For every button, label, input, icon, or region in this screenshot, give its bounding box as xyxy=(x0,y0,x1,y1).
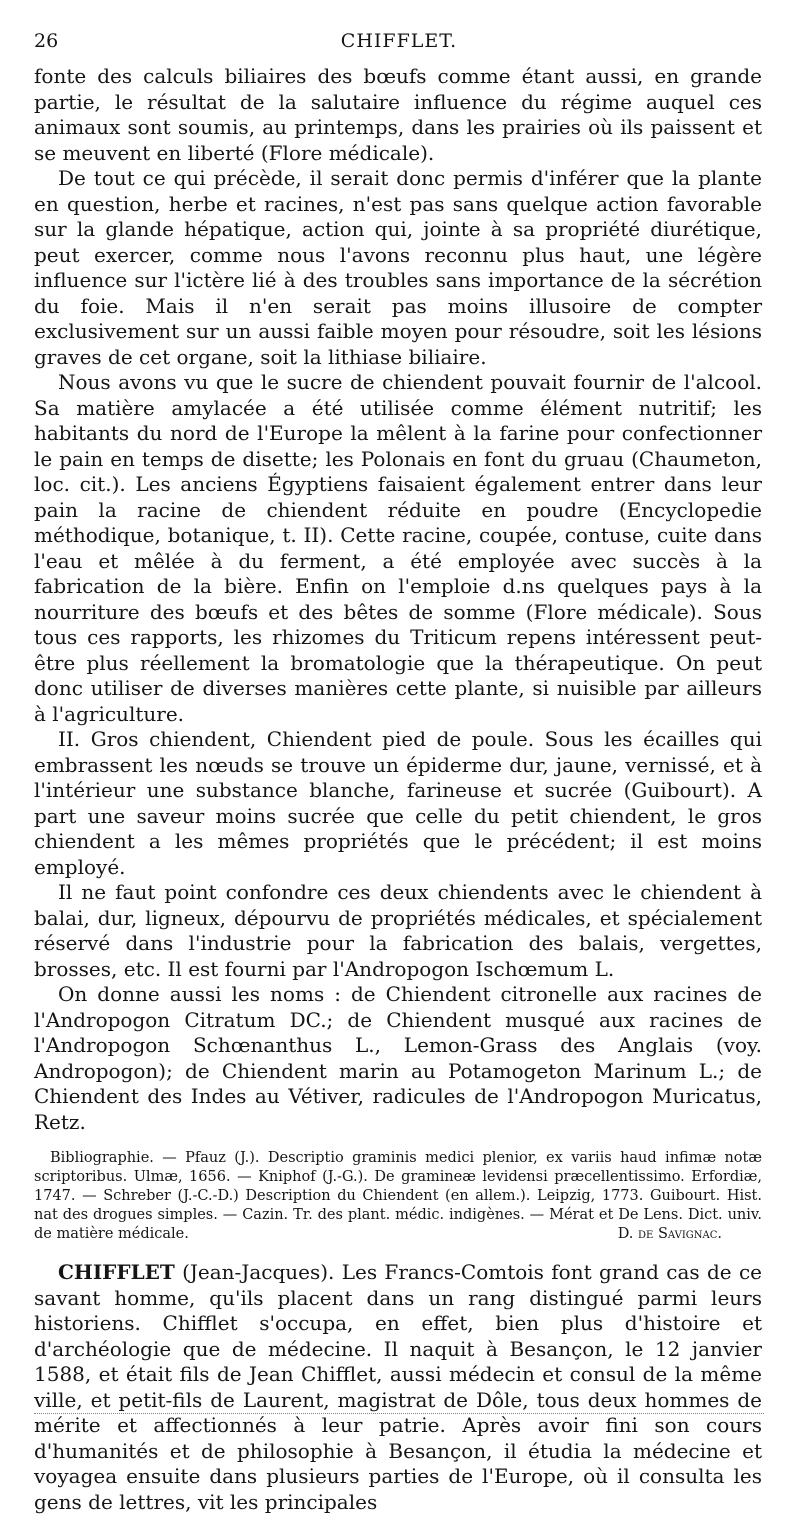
entry-headword: CHIFFLET xyxy=(58,1260,175,1284)
page-header xyxy=(34,30,764,60)
footer-rule xyxy=(34,1413,764,1414)
paragraph: fonte des calculs biliaires des bœufs comme étant aussi, en grande partie, le résultat de la salutaire influence du régime auquel ces animaux sont soumis, au printemps, dans les prairies où ils paissent et se meuvent en liberté (Flore médicale). xyxy=(34,64,762,165)
paragraph: De tout ce qui précède, il serait donc permis d'inférer que la plante en question, herbe et racines, n'est pas sans quelque action favorable sur la glande hépatique, action qui, jointe à sa propriété diurétique, peut exercer, comme nous l'avons reconnu plus haut, une légère influence sur l'ictère lié à des troubles sans importance de la sécrétion du foie. Mais il n'en serait pas moins illusoire de compter exclusivement sur un aussi faible moyen pour résoudre, soit les lésions graves de cet organe, soit la lithiase biliaire. xyxy=(34,166,762,369)
page-number: 26 xyxy=(34,30,59,52)
running-head: CHIFFLET. xyxy=(340,30,458,52)
dictionary-entry xyxy=(34,1260,762,1515)
paragraph: Il ne faut point confondre ces deux chiendents avec le chiendent à balai, dur, ligneux, dépourvu de propriétés médicales, et spécialement réservé dans l'industrie pour la fabrication des balais, vergettes, brosses, etc. Il est fourni par l'Andropogon Ischœmum L. xyxy=(34,880,762,981)
paragraph: II. Gros chiendent, Chiendent pied de poule. Sous les écailles qui embrassent les nœuds se trouve un épiderme dur, jaune, vernissé, et à l'intérieur une substance blanche, farineuse et sucrée (Guibourt). A part une saveur moins sucrée que celle du petit chiendent, le gros chiendent a les mêmes propriétés que le précédent; il est moins employé. xyxy=(34,727,762,879)
entry-text: (Jean-Jacques). Les Francs-Comtois font grand cas de ce savant homme, qu'ils placent dans un rang distingué parmi leurs historiens. Chifflet s'occupa, en effet, bien plus d'histoire et d'archéologie que de médecine. Il naquit à Besançon, le 12 janvier 1588, et était fils de Jean Chifflet, aussi médecin et consul de la même ville, et petit-fils de Laurent, magistrat de Dôle, tous deux hommes de mérite et affectionnés à leur patrie. Après avoir fini son cours d'humanités et de philosophie à Besançon, il étudia la médecine et voyagea ensuite dans plusieurs parties de l'Europe, où il consulta les gens de lettres, vit les principales xyxy=(34,1260,762,1514)
author-signature: D. de Savignac. xyxy=(617,1226,722,1242)
paragraph: On donne aussi les noms : de Chiendent citronelle aux racines de l'Andropogon Citratum DC.; de Chiendent musqué aux racines de l'Andropogon Schœnanthus L., Lemon-Grass des Anglais (voy. Andropogon); de Chiendent marin au Potamogeton Marinum L.; de Chiendent des Indes au Vétiver, radicules de l'Andropogon Muricatus, Retz. xyxy=(34,982,762,1134)
entry-paragraph xyxy=(34,1260,762,1515)
bibliography-text: Bibliographie. — Pfauz (J.). Descriptio graminis medici plenior, ex variis haud infimæ notæ scriptoribus. Ulmæ, 1656. — Kniphof (J.-G.). De gramineæ levidensi præcellentissimo. Erfordiæ, 1747. — Schreber (J.-C.-D.) Description du Chiendent (en allem.). Leipzig, 1773. Guibourt. Hist. nat des drogues simples. — Cazin. Tr. des plant. médic. indigènes. — Mérat et De Lens. Dict. univ. de matière médicale. xyxy=(34,1150,762,1242)
article-body xyxy=(34,64,762,1515)
bibliography xyxy=(34,1149,762,1244)
paragraph: Nous avons vu que le sucre de chiendent pouvait fournir de l'alcool. Sa matière amylacée a été utilisée comme élément nutritif; les habitants du nord de l'Europe la mêlent à la farine pour confectionner le pain en temps de disette; les Polonais en font du gruau (Chaumeton, loc. cit.). Les anciens Égyptiens faisaient également entrer dans leur pain la racine de chiendent réduite en poudre (Encyclopedie méthodique, botanique, t. II). Cette racine, coupée, contuse, cuite dans l'eau et mêlée à du ferment, a été employée avec succès à la fabrication de la bière. Enfin on l'emploie d.ns quelques pays à la nourriture des bœufs et des bêtes de somme (Flore médicale). Sous tous ces rapports, les rhizomes du Triticum repens intéressent peut-être plus réellement la bromatologie que la thérapeutique. On peut donc utiliser de diverses manières cette plante, si nuisible par ailleurs à l'agriculture. xyxy=(34,370,762,726)
